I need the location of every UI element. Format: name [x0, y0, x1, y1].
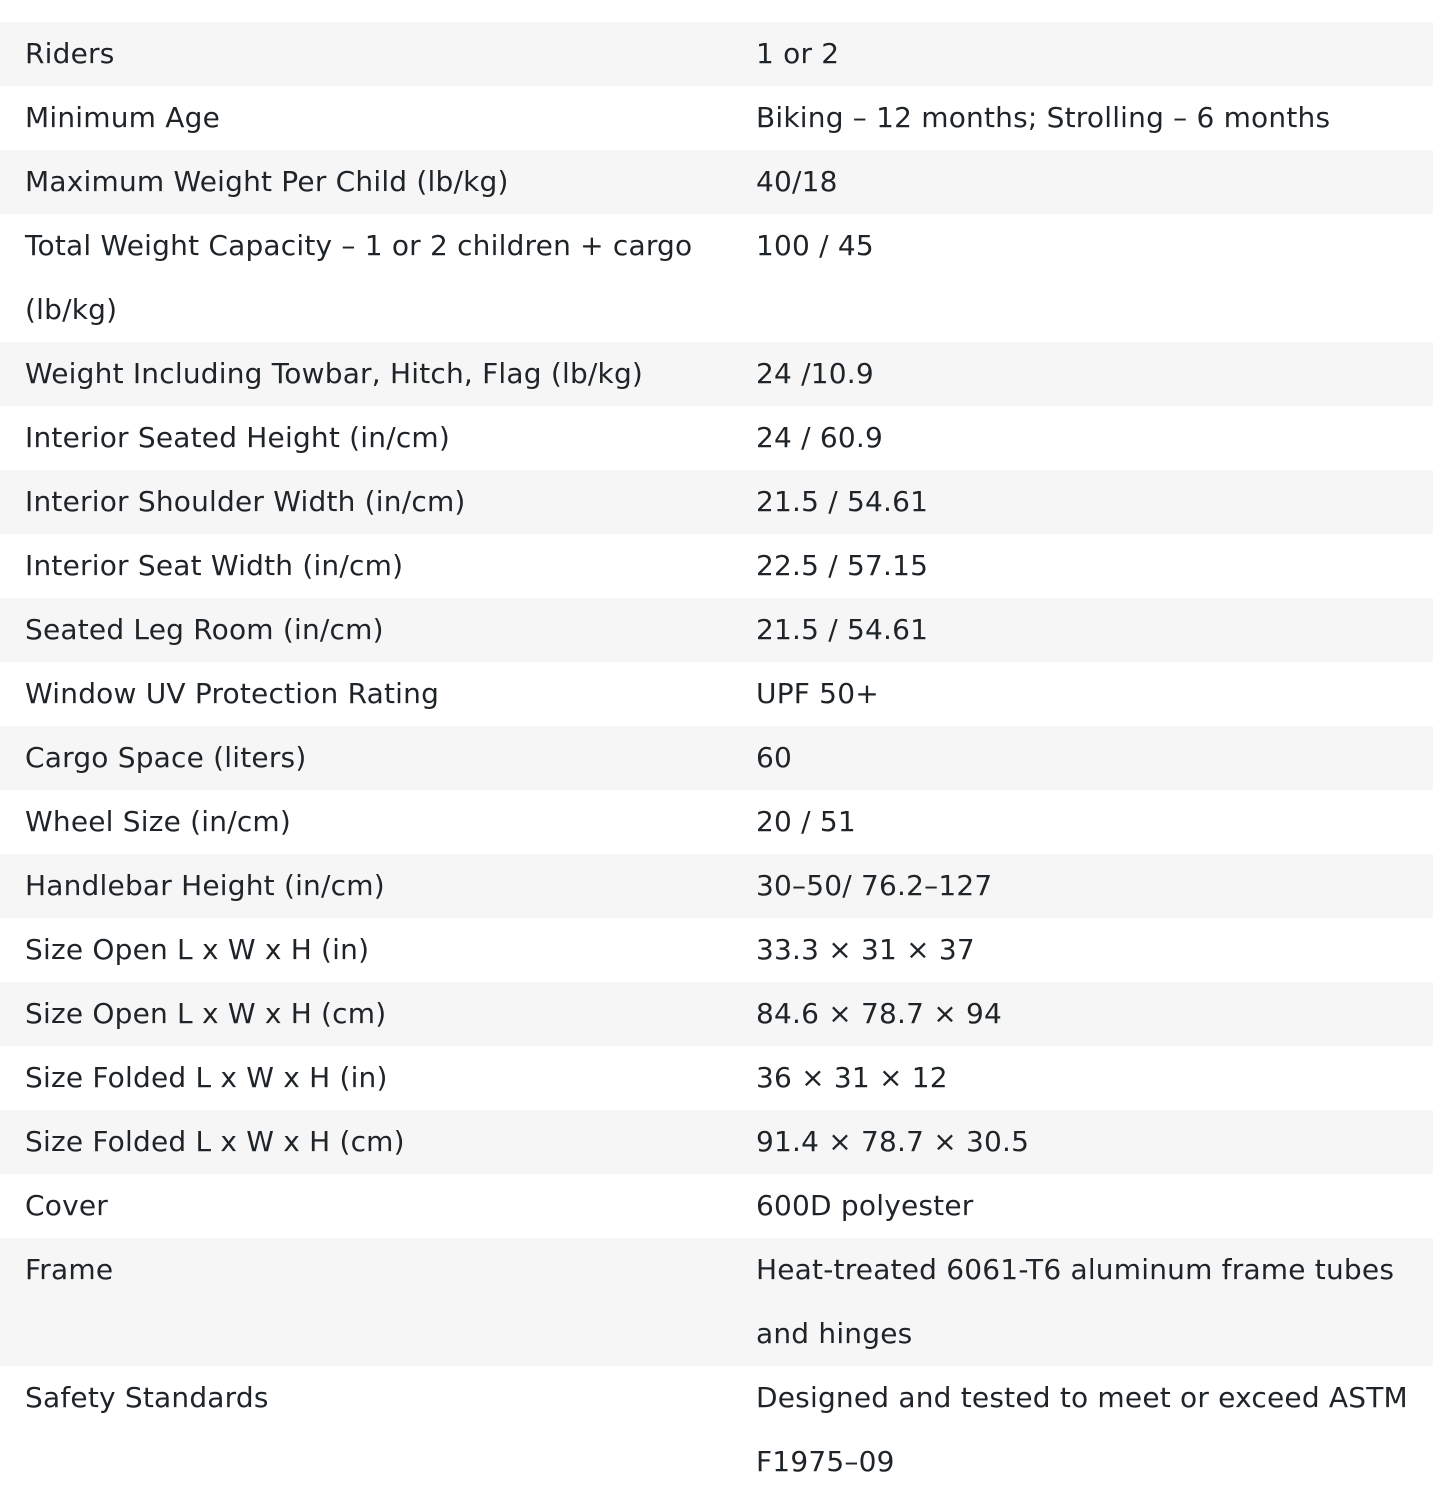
spec-value: 1 or 2 — [756, 37, 840, 70]
spec-row-cover — [0, 1174, 1433, 1238]
spec-row-handlebar-height — [0, 854, 1433, 918]
spec-row-size-folded-in — [0, 1046, 1433, 1110]
spec-value: 91.4 × 78.7 × 30.5 — [756, 1125, 1030, 1158]
spec-value: 20 / 51 — [756, 805, 856, 838]
spec-label: Safety Standards — [25, 1381, 269, 1414]
spec-label: Handlebar Height (in/cm) — [25, 869, 385, 902]
spec-row-frame — [0, 1238, 1433, 1366]
spec-label: Minimum Age — [25, 101, 221, 134]
spec-row-size-folded-cm — [0, 1110, 1433, 1174]
spec-value: Biking – 12 months; Strolling – 6 months — [756, 101, 1331, 134]
spec-row-size-open-cm — [0, 982, 1433, 1046]
spec-label: Frame — [25, 1253, 114, 1286]
spec-value: 24 /10.9 — [756, 357, 874, 390]
spec-row-minimum-age — [0, 86, 1433, 150]
spec-label: Interior Seated Height (in/cm) — [25, 421, 451, 454]
spec-label: Interior Seat Width (in/cm) — [25, 549, 404, 582]
spec-row-interior-shoulder-width — [0, 470, 1433, 534]
spec-label: Total Weight Capacity – 1 or 2 children + cargo (lb/kg) — [25, 229, 693, 326]
spec-value: 33.3 × 31 × 37 — [756, 933, 975, 966]
spec-label: Size Open L x W x H (in) — [25, 933, 370, 966]
spec-table — [0, 22, 1433, 1494]
spec-label: Size Open L x W x H (cm) — [25, 997, 387, 1030]
spec-value: 36 × 31 × 12 — [756, 1061, 948, 1094]
spec-label: Wheel Size (in/cm) — [25, 805, 292, 838]
spec-label: Size Folded L x W x H (cm) — [25, 1125, 405, 1158]
spec-value: 21.5 / 54.61 — [756, 485, 929, 518]
spec-row-total-weight-capacity — [0, 214, 1433, 342]
spec-label: Seated Leg Room (in/cm) — [25, 613, 384, 646]
spec-label: Riders — [25, 37, 115, 70]
spec-row-interior-seat-width — [0, 534, 1433, 598]
spec-value: Heat-treated 6061-T6 aluminum frame tubes and hinges — [756, 1253, 1395, 1350]
spec-label: Cargo Space (liters) — [25, 741, 307, 774]
spec-value: 40/18 — [756, 165, 838, 198]
spec-value: 100 / 45 — [756, 229, 874, 262]
spec-row-seated-leg-room — [0, 598, 1433, 662]
spec-row-riders — [0, 22, 1433, 86]
spec-label: Weight Including Towbar, Hitch, Flag (lb/kg) — [25, 357, 644, 390]
spec-row-wheel-size — [0, 790, 1433, 854]
spec-value: 60 — [756, 741, 793, 774]
spec-label: Size Folded L x W x H (in) — [25, 1061, 388, 1094]
spec-row-cargo-space — [0, 726, 1433, 790]
spec-label: Window UV Protection Rating — [25, 677, 440, 710]
spec-row-window-uv-rating — [0, 662, 1433, 726]
spec-value: Designed and tested to meet or exceed ASTM F1975–09 — [756, 1381, 1408, 1478]
spec-value: 84.6 × 78.7 × 94 — [756, 997, 1003, 1030]
spec-row-interior-seated-height — [0, 406, 1433, 470]
spec-value: UPF 50+ — [756, 677, 879, 710]
spec-label: Maximum Weight Per Child (lb/kg) — [25, 165, 509, 198]
spec-value: 30–50/ 76.2–127 — [756, 869, 993, 902]
spec-row-safety-standards — [0, 1366, 1433, 1494]
spec-label: Cover — [25, 1189, 108, 1222]
spec-value: 24 / 60.9 — [756, 421, 884, 454]
spec-row-weight-including-towbar — [0, 342, 1433, 406]
spec-value: 600D polyester — [756, 1189, 974, 1222]
spec-value: 22.5 / 57.15 — [756, 549, 929, 582]
spec-row-size-open-in — [0, 918, 1433, 982]
spec-row-max-weight-per-child — [0, 150, 1433, 214]
spec-value: 21.5 / 54.61 — [756, 613, 929, 646]
spec-label: Interior Shoulder Width (in/cm) — [25, 485, 466, 518]
